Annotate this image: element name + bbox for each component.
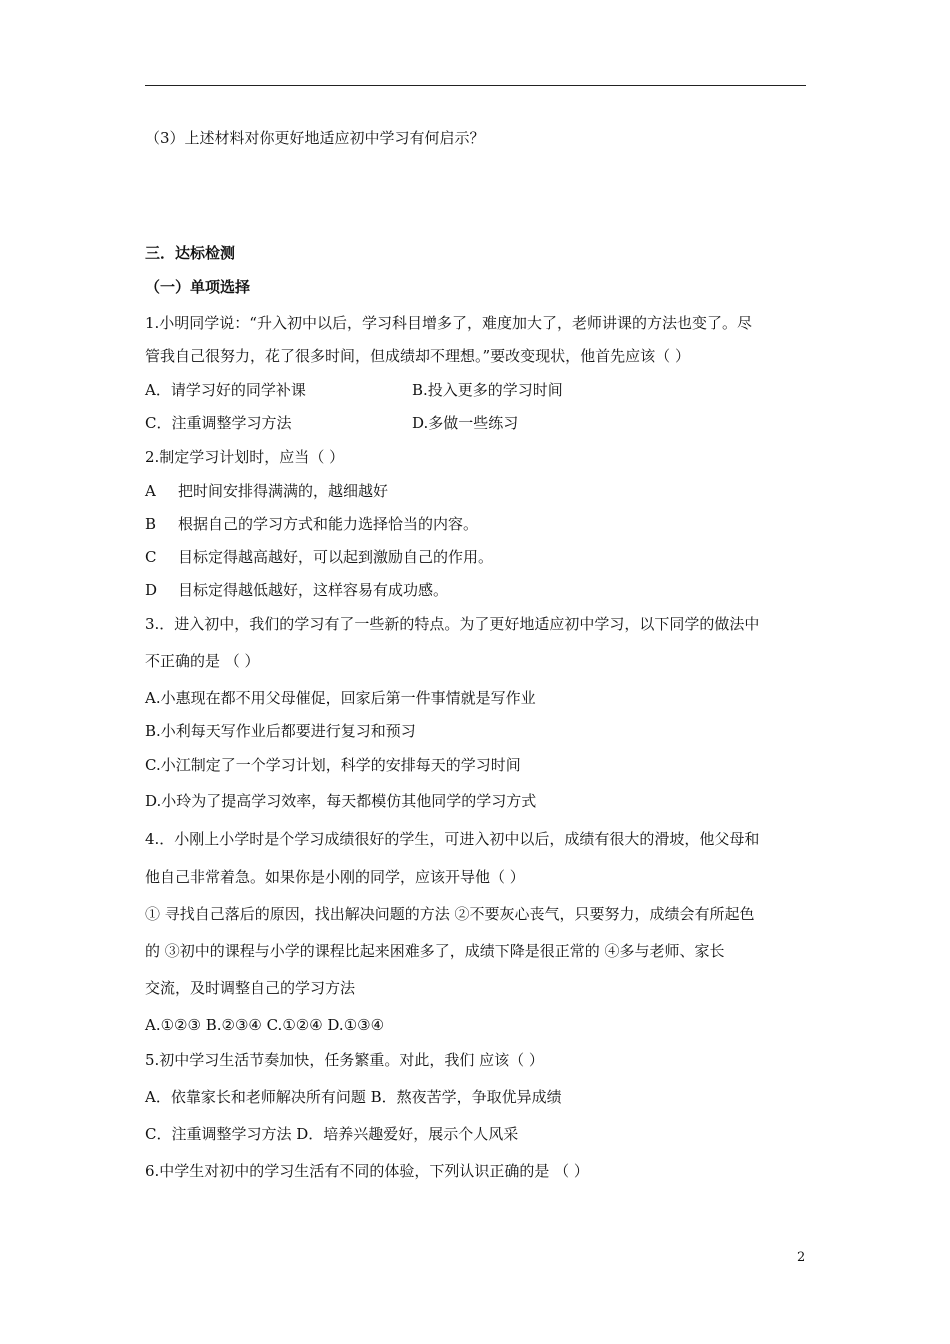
question-3-prompt: （3）上述材料对你更好地适应初中学习有何启示？	[145, 129, 485, 147]
q1-option-a: A．请学习好的同学补课	[145, 381, 306, 399]
q2-option-a-letter: A	[145, 482, 156, 500]
q2-option-b-letter: B	[145, 515, 157, 533]
q2-option-c	[145, 547, 494, 567]
q4-statements-line1: ① 寻找自己落后的原因，找出解决问题的方法 ②不要灰心丧气，只要努力，成绩会有所起色	[145, 905, 755, 923]
q3-stem-line1: 3.．进入初中，我们的学习有了一些新的特点。为了更好地适应初中学习，以下同学的做法中	[145, 615, 760, 633]
q4-statements-line2: 的 ③初中的课程与小学的课程比起来困难多了，成绩下降是很正常的 ④多与老师、家长	[145, 942, 725, 960]
q2-option-b	[145, 514, 479, 534]
q3-option-c: C.小江制定了一个学习计划，科学的安排每天的学习时间	[145, 756, 521, 774]
q4-options: A.①②③ B.②③④ C.①②④ D.①③④	[145, 1016, 385, 1034]
subsection-title: （一）单项选择	[145, 278, 251, 296]
q3-stem-line2: 不正确的是 （ ）	[145, 652, 260, 670]
q2-option-b-text: 根据自己的学习方式和能力选择恰当的内容。	[178, 515, 479, 533]
q3-option-d: D.小玲为了提高学习效率，每天都模仿其他同学的学习方式	[145, 792, 537, 810]
q2-option-d-text: 目标定得越低越好，这样容易有成功感。	[178, 581, 449, 599]
q1-options-row1	[145, 380, 563, 400]
q2-option-c-letter: C	[145, 548, 157, 566]
header-rule	[145, 85, 806, 86]
q5-stem: 5.初中学习生活节奏加快，任务繁重。对此，我们 应该（ ）	[145, 1051, 544, 1069]
q3-option-a: A.小惠现在都不用父母催促，回家后第一件事情就是写作业	[145, 689, 536, 707]
section-title: 三．达标检测	[145, 244, 236, 262]
q2-option-a-text: 把时间安排得满满的，越细越好	[178, 482, 389, 500]
q4-stem-line1: 4.．小刚上小学时是个学习成绩很好的学生，可进入初中以后，成绩有很大的滑坡，他父母和	[145, 830, 760, 848]
q2-option-d	[145, 580, 449, 600]
q2-option-a	[145, 481, 389, 501]
q2-option-d-letter: D	[145, 581, 158, 599]
q1-options-row2	[145, 413, 519, 433]
q1-stem-line1: 1.小明同学说：“升入初中以后，学习科目增多了，难度加大了，老师讲课的方法也变了。尽	[145, 314, 752, 332]
q1-option-c: C．注重调整学习方法	[145, 414, 292, 432]
page-number: 2	[797, 1250, 806, 1265]
q5-options-line1: A．依靠家长和老师解决所有问题 B．熬夜苦学，争取优异成绩	[145, 1088, 562, 1106]
q4-statements-line3: 交流，及时调整自己的学习方法	[145, 979, 356, 997]
q3-option-b: B.小利每天写作业后都要进行复习和预习	[145, 722, 416, 740]
q6-stem: 6.中学生对初中的学习生活有不同的体验，下列认识正确的是 （ ）	[145, 1162, 589, 1180]
q5-options-line2: C．注重调整学习方法 D．培养兴趣爱好，展示个人风采	[145, 1125, 519, 1143]
q4-stem-line2: 他自己非常着急。如果你是小刚的同学，应该开导他（ ）	[145, 868, 525, 886]
q1-option-b: B.投入更多的学习时间	[412, 381, 563, 399]
q1-stem-line2: 管我自己很努力，花了很多时间，但成绩却不理想。”要改变现状，他首先应该（ ）	[145, 347, 690, 365]
q2-stem: 2.制定学习计划时，应当（ ）	[145, 448, 345, 466]
q2-option-c-text: 目标定得越高越好，可以起到激励自己的作用。	[178, 548, 494, 566]
q1-option-d: D.多做一些练习	[412, 414, 519, 432]
